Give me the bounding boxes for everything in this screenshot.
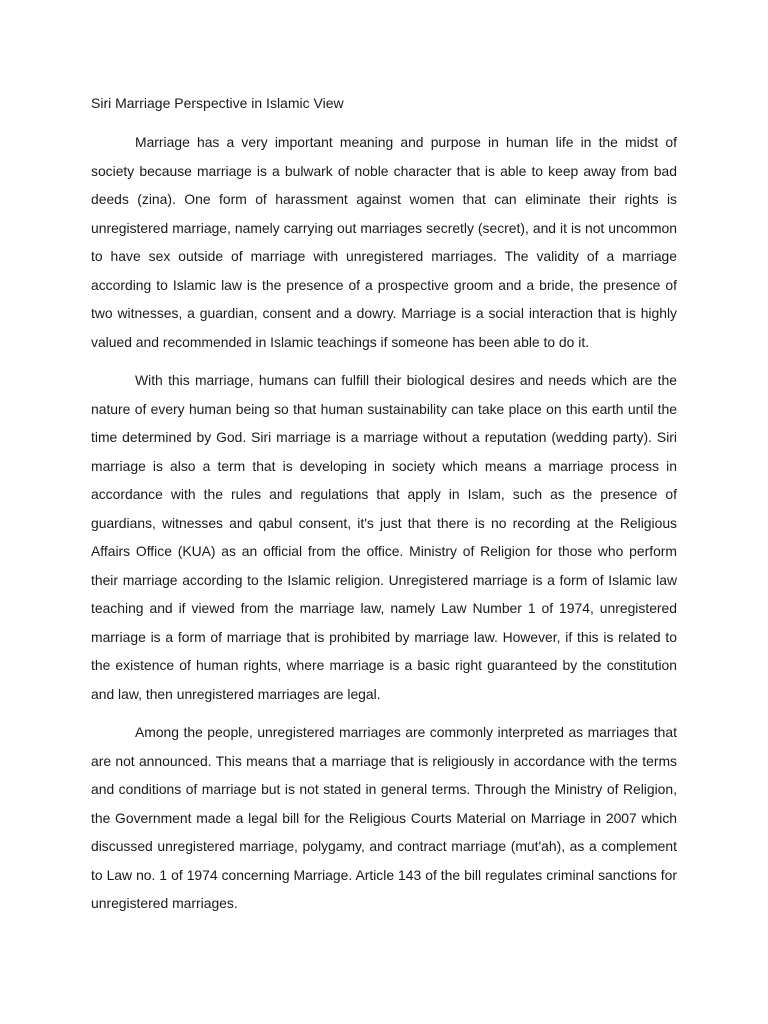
paragraph: Marriage has a very important meaning and purpose in human life in the midst of society because marriage is a bulwark of noble character that is able to keep away from bad deeds (zina). One form of harassment against women that can eliminate their rights is unregistered marriage, namely carrying out marriages secretly (secret), and it is not uncommon to have sex outside of marriage with unregistered marriages. The validity of a marriage according to Islamic law is the presence of a prospective groom and a bride, the presence of two witnesses, a guardian, consent and a dowry. Marriage is a social interaction that is highly valued and recommended in Islamic teachings if someone has been able to do it. [91,134,677,350]
paragraph: With this marriage, humans can fulfill their biological desires and needs which are the nature of every human being so that human sustainability can take place on this earth until the time determined by God. Siri marriage is a marriage without a reputation (wedding party). Siri marriage is also a term that is developing in society which means a marriage process in accordance with the rules and regulations that apply in Islam, such as the presence of guardians, witnesses and qabul consent, it's just that there is no recording at the Religious Affairs Office (KUA) as an official from the office. Ministry of Religion for those who perform their marriage according to the Islamic religion. Unregistered marriage is a form of Islamic law teaching and if viewed from the marriage law, namely Law Number 1 of 1974, unregistered marriage is a form of marriage that is prohibited by marriage law. However, if this is related to the existence of human rights, where marriage is a basic right guaranteed by the constitution and law, then unregistered marriages are legal. [91,372,677,702]
paragraph: Among the people, unregistered marriages are commonly interpreted as marriages that are not announced. This means that a marriage that is religiously in accordance with the terms and conditions of marriage but is not stated in general terms. Through the Ministry of Religion, the Government made a legal bill for the Religious Courts Material on Marriage in 2007 which discussed unregistered marriage, polygamy, and contract marriage (mut'ah), as a complement to Law no. 1 of 1974 concerning Marriage. Article 143 of the bill regulates criminal sanctions for unregistered marriages. [91,724,677,911]
document-body [91,128,677,928]
document-title: Siri Marriage Perspective in Islamic View [91,95,344,111]
